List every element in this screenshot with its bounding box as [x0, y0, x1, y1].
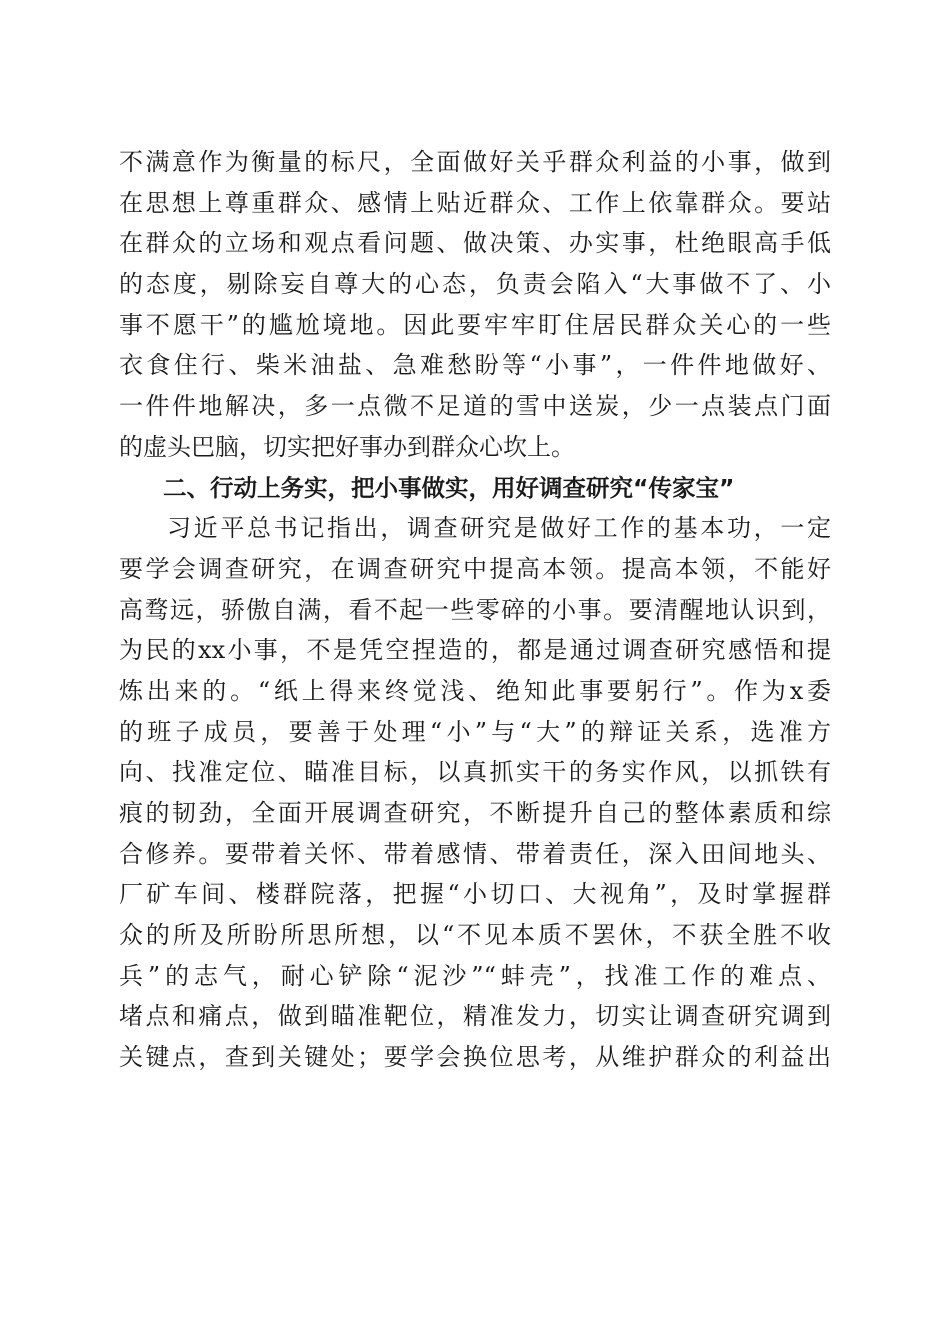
text-line: 在思想上尊重群众、感情上贴近群众、工作上依靠群众。要站 [119, 188, 831, 217]
text-line: 为民的xx小事，不是凭空捏造的，都是通过调查研究感悟和提 [119, 636, 831, 665]
text-line: 关键点，查到关键处；要学会换位思考，从维护群众的利益出 [119, 1043, 831, 1072]
text-line: 不满意作为衡量的标尺，全面做好关乎群众利益的小事，做到 [119, 148, 831, 176]
section-heading: 二、行动上务实，把小事做实，用好调查研究“传家宝” [163, 473, 735, 502]
text-line: 高骛远，骄傲自满，看不起一些零碎的小事。要清醒地认识到， [119, 595, 831, 624]
text-line: 的虚头巴脑，切实把好事办到群众心坎上。 [119, 432, 575, 461]
document-body [119, 142, 831, 1078]
text-line: 堵点和痛点，做到瞄准靶位，精准发力，切实让调查研究调到 [119, 1002, 831, 1031]
text-line: 一件件地解决，多一点微不足道的雪中送炭，少一点装点门面 [119, 392, 831, 421]
text-line: 炼出来的。“纸上得来终觉浅、绝知此事要躬行”。作为x委 [119, 676, 831, 705]
text-line: 的态度，剔除妄自尊大的心态，负责会陷入“大事做不了、小 [119, 270, 831, 299]
paragraph-2 [119, 508, 831, 1078]
text-line: 习近平总书记指出，调查研究是做好工作的基本功，一定 [167, 514, 831, 543]
text-line: 合修养。要带着关怀、带着感情、带着责任，深入田间地头、 [119, 839, 831, 868]
text-line: 兵”的志气，耐心铲除“泥沙”“蚌壳”，找准工作的难点、 [119, 961, 831, 990]
text-line: 众的所及所盼所思所想，以“不见本质不罢休，不获全胜不收 [119, 921, 831, 950]
text-line: 衣食住行、柴米油盐、急难愁盼等“小事”，一件件地做好、 [119, 351, 831, 380]
text-line: 向、找准定位、瞄准目标，以真抓实干的务实作风，以抓铁有 [119, 758, 831, 787]
text-line: 痕的韧劲，全面开展调查研究，不断提升自己的整体素质和综 [119, 799, 831, 827]
paragraph-1 [119, 142, 831, 468]
text-line: 事不愿干”的尴尬境地。因此要牢牢盯住居民群众关心的一些 [119, 310, 831, 339]
text-line: 厂矿车间、楼群院落，把握“小切口、大视角”，及时掌握群 [119, 880, 831, 909]
text-line: 在群众的立场和观点看问题、做决策、办实事，杜绝眼高手低 [119, 229, 831, 258]
text-line: 的班子成员，要善于处理“小”与“大”的辩证关系，选准方 [119, 717, 831, 746]
text-line: 要学会调查研究，在调查研究中提高本领。提高本领，不能好 [119, 554, 831, 583]
